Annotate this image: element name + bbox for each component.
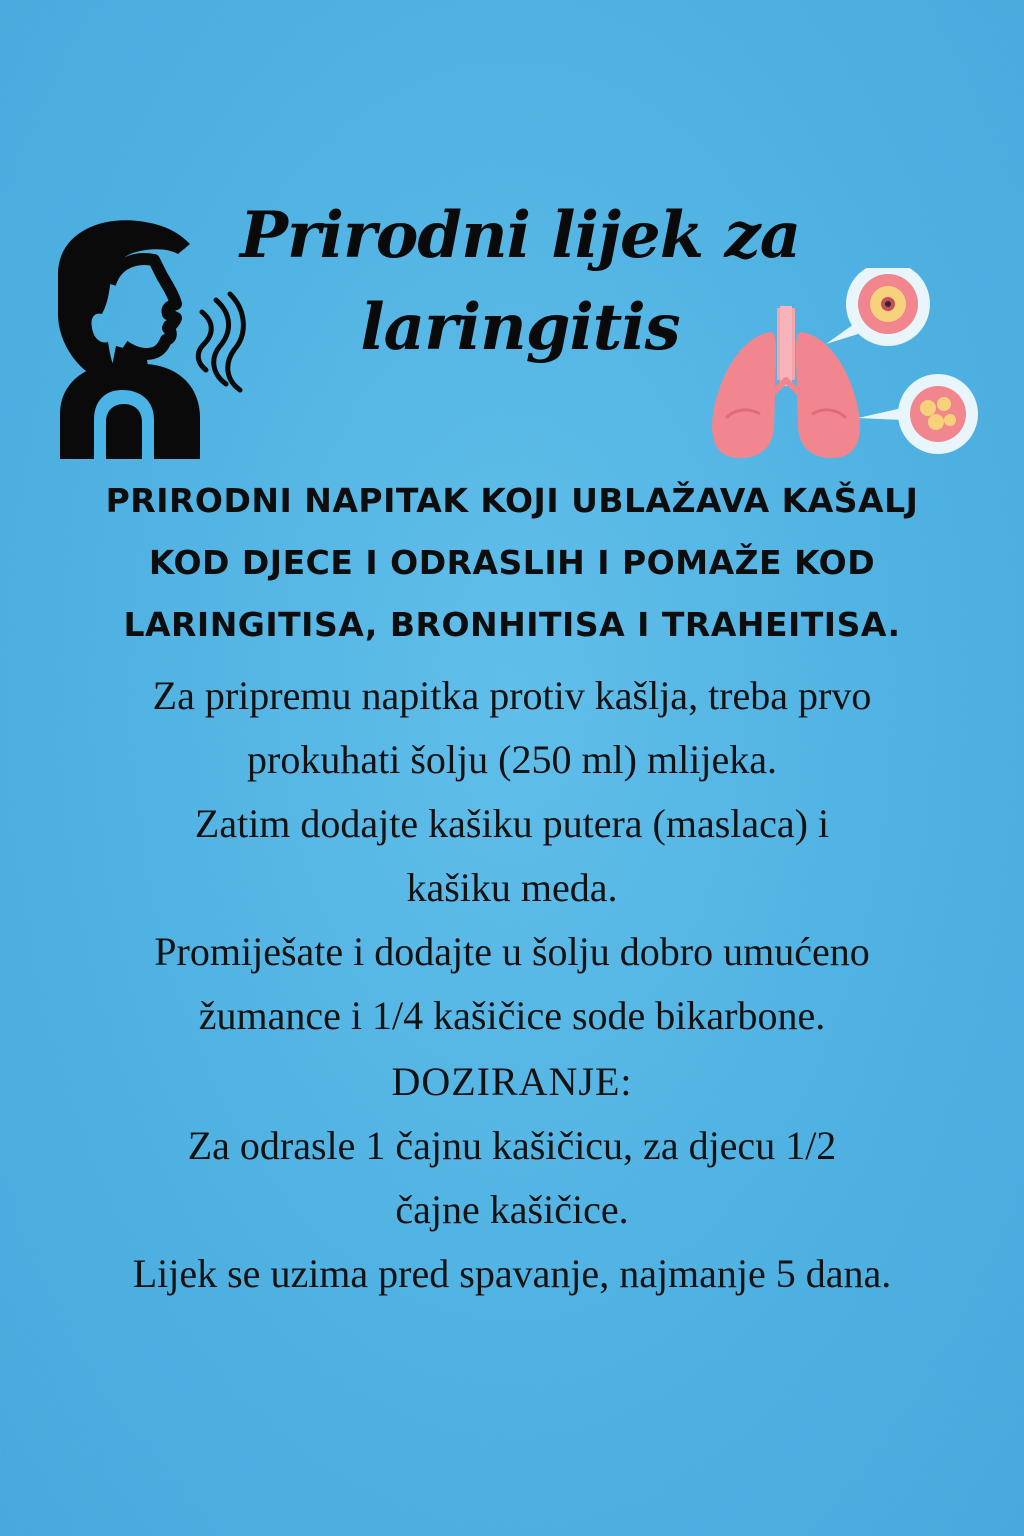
dosage-heading: DOZIRANJE: — [391, 1059, 633, 1104]
subtitle-line-1: PRIRODNI NAPITAK KOJI UBLAŽAVA KAŠALJ — [105, 481, 919, 520]
body-line-4: kašiku meda. — [406, 865, 618, 910]
body-line-3: Zatim dodajte kašiku putera (maslaca) i — [194, 801, 830, 846]
subtitle-line-3: LARINGITISA, BRONHITISA I TRAHEITISA. — [123, 605, 901, 644]
body-line-8: čajne kašičice. — [395, 1187, 629, 1232]
body-line-5: Promiješate i dodajte u šolju dobro umućeno — [154, 929, 870, 974]
lungs-icon — [706, 268, 982, 464]
body-line-6: žumance i 1/4 kašičice sode bikarbone. — [198, 993, 826, 1038]
body-line-9: Lijek se uzima pred spavanje, najmanje 5 dana. — [132, 1251, 892, 1296]
body-line-1: Za pripremu napitka protiv kašlja, treba prvo — [152, 673, 872, 718]
body-line-7: Za odrasle 1 čajnu kašičicu, za djecu 1/2 — [187, 1123, 837, 1168]
title-line-1: Prirodni lijek za — [239, 198, 801, 273]
subtitle-line-2: KOD DJECE I ODRASLIH I POMAŽE KOD — [148, 543, 876, 582]
body-line-2: prokuhati šolju (250 ml) mlijeka. — [247, 737, 777, 782]
title-line-2: laringitis — [360, 290, 680, 365]
recipe-text — [10, 664, 1014, 1306]
subtitle — [40, 470, 984, 656]
